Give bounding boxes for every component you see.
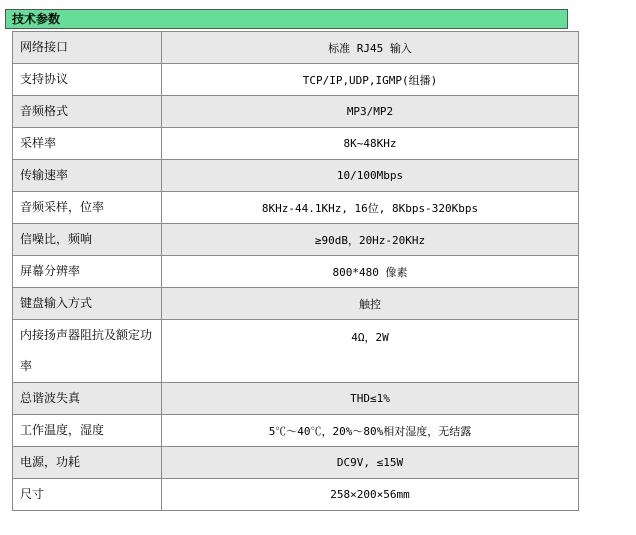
spec-value: 8K~48KHz bbox=[162, 128, 579, 160]
spec-label: 屏幕分辨率 bbox=[13, 256, 162, 288]
spec-value: MP3/MP2 bbox=[162, 96, 579, 128]
spec-label: 音频格式 bbox=[13, 96, 162, 128]
spec-value: THD≤1% bbox=[162, 383, 579, 415]
table-row bbox=[13, 447, 579, 479]
table-row bbox=[13, 415, 579, 447]
spec-value: 5℃～40℃，20%～80%相对湿度，无结露 bbox=[162, 415, 579, 447]
spec-label: 电源，功耗 bbox=[13, 447, 162, 479]
table-row bbox=[13, 160, 579, 192]
table-row bbox=[13, 128, 579, 160]
spec-value: 800*480 像素 bbox=[162, 256, 579, 288]
spec-value: ≥90dB，20Hz-20KHz bbox=[162, 224, 579, 256]
section-title: 技术参数 bbox=[12, 12, 61, 26]
table-row bbox=[13, 288, 579, 320]
table-row bbox=[13, 224, 579, 256]
table-row bbox=[13, 320, 579, 383]
spec-value: 10/100Mbps bbox=[162, 160, 579, 192]
section-header bbox=[5, 9, 568, 29]
spec-value: 4Ω，2W bbox=[162, 320, 579, 383]
table-row bbox=[13, 256, 579, 288]
spec-label: 音频采样，位率 bbox=[13, 192, 162, 224]
spec-value: TCP/IP,UDP,IGMP(组播) bbox=[162, 64, 579, 96]
spec-label: 采样率 bbox=[13, 128, 162, 160]
spec-label: 支持协议 bbox=[13, 64, 162, 96]
table-row bbox=[13, 64, 579, 96]
spec-label: 总谐波失真 bbox=[13, 383, 162, 415]
spec-value: DC9V, ≤15W bbox=[162, 447, 579, 479]
spec-label: 尺寸 bbox=[13, 479, 162, 511]
spec-table bbox=[12, 31, 579, 511]
table-row bbox=[13, 96, 579, 128]
spec-label: 信噪比，频响 bbox=[13, 224, 162, 256]
table-row bbox=[13, 479, 579, 511]
spec-value: 触控 bbox=[162, 288, 579, 320]
table-row bbox=[13, 192, 579, 224]
spec-label: 工作温度，湿度 bbox=[13, 415, 162, 447]
table-row bbox=[13, 383, 579, 415]
spec-value: 258×200×56mm bbox=[162, 479, 579, 511]
spec-value: 8KHz-44.1KHz, 16位, 8Kbps-320Kbps bbox=[162, 192, 579, 224]
spec-label: 键盘输入方式 bbox=[13, 288, 162, 320]
table-row bbox=[13, 32, 579, 64]
spec-label: 传输速率 bbox=[13, 160, 162, 192]
spec-label: 内接扬声器阻抗及额定功率 bbox=[13, 320, 162, 383]
spec-label: 网络接口 bbox=[13, 32, 162, 64]
spec-value: 标准 RJ45 输入 bbox=[162, 32, 579, 64]
